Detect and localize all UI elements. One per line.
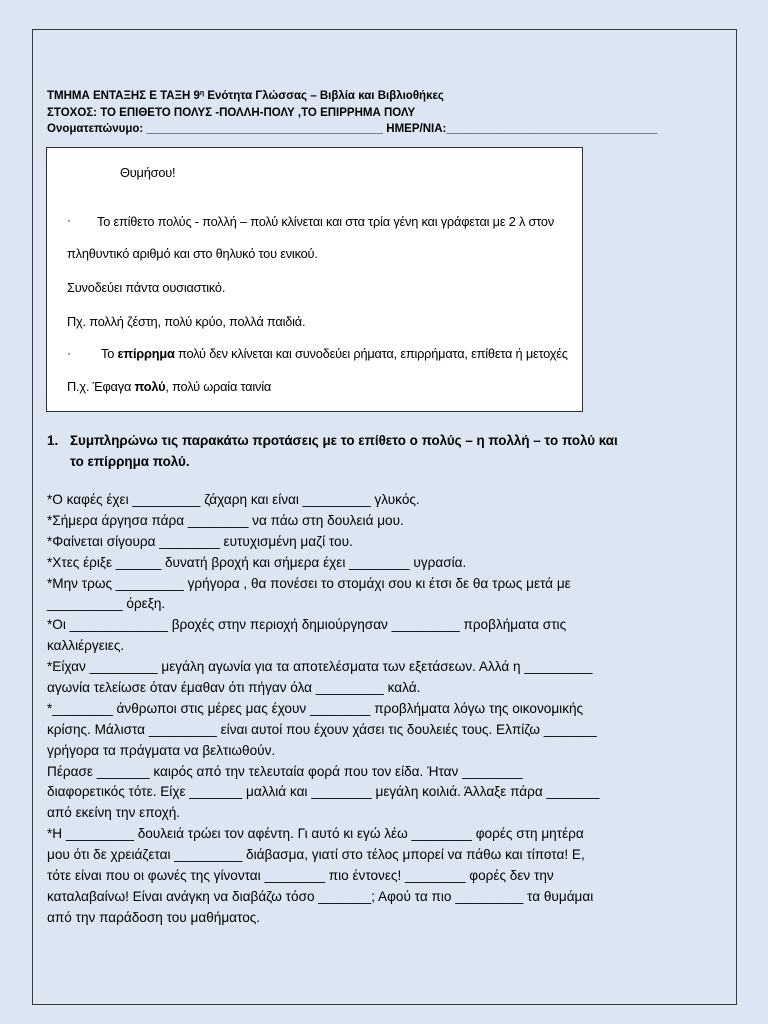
bullet-dot: · (67, 213, 71, 227)
sentence-line: *Φαίνεται σίγουρα ________ ευτυχισμένη μαζί του. (47, 533, 353, 549)
sentence-line: τότε είναι που οι φωνές της γίνονται ________ πιο έντονες! ________ φορές δεν την (47, 868, 554, 884)
sentence-line: καλλιέργειες. (47, 638, 125, 654)
goal-line: ΣΤΟΧΟΣ: ΤΟ ΕΠΙΘΕΤΟ ΠΟΛΥΣ -ΠΟΛΛΗ-ΠΟΛΥ ,ΤΟ ΕΠΙΡΡΗΜΑ ΠΟΛΥ (47, 106, 416, 119)
reminder-line: πληθυντικό αριθμό και στο θηλυκό του ενικού. (67, 246, 318, 261)
sentence-line: από την παράδοση του μαθήματος. (47, 909, 261, 925)
sentence-line: κρίσης. Μάλιστα _________ είναι αυτοί που έχουν χάσει τις δουλειές τους. Ελπίζω _______ (47, 721, 597, 737)
bullet-dot: · (67, 346, 71, 360)
name-date-line: Ονοματεπώνυμο: _____________________________________ ΗΜΕΡ/ΝΙΑ:_________________________________ (47, 123, 658, 135)
sentence-line: *Σήμερα άργησα πάρα ________ να πάω στη δουλειά μου. (47, 512, 404, 528)
reminder-title: Θυμήσου! (120, 165, 176, 180)
reminder-line: Πχ. πολλή ζέστη, πολύ κρύο, πολλά παιδιά. (67, 314, 306, 329)
sentence-line: μου ότι δε χρειάζεται _________ διάβασμα, γιατί στο τέλος μπορεί να πάθω και τίποτα! Ε, (47, 847, 585, 863)
exercise-number: 1. (47, 433, 59, 448)
sentence-line: *Είχαν _________ μεγάλη αγωνία για τα αποτελέσματα των εξετάσεων. Αλλά η _________ (47, 659, 593, 675)
sentence-line: από εκείνη την εποχή. (47, 805, 181, 821)
exercise-sentences (47, 490, 599, 929)
sentence-line: *Η _________ δουλειά τρώει τον αφέντη. Γι αυτό κι εγώ λέω ________ φορές στη μητέρα (47, 826, 584, 842)
sentence-line: *Μην τρως _________ γρήγορα , θα πονέσει το στομάχι σου κι έτσι δε θα τρως μετά με (47, 575, 571, 591)
sentence-line: καταλαβαίνω! Είναι ανάγκη να διαβάζω τόσο _______; Αφού τα πιο _________ τα θυμάμαι (47, 888, 594, 904)
sentence-line: *Χτες έριξε ______ δυνατή βροχή και σήμερα έχει ________ υγρασία. (47, 554, 467, 570)
reminder-line: Το επίρρημα πολύ δεν κλίνεται και συνοδεύει ρήματα, επιρρήματα, επίθετα ή μετοχές (101, 346, 568, 361)
reminder-line: Π.χ. Έφαγα πολύ, πολύ ωραία ταινία (67, 379, 272, 394)
exercise-instructions: Συμπληρώνω τις παρακάτω προτάσεις με το επίθετο ο πολύς – η πολλή – το πολύ και το επίρρημα πολύ. (70, 433, 618, 469)
sentence-line: __________ όρεξη. (47, 596, 166, 612)
sentence-line: διαφορετικός τότε. Είχε _______ μαλλιά και ________ μεγάλη κοιλιά. Άλλαξε πάρα _______ (47, 784, 600, 800)
sentence-line: γρήγορα τα πράγματα να βελτιωθούν. (47, 742, 276, 758)
reminder-line: Συνοδεύει πάντα ουσιαστικό. (67, 280, 226, 295)
sentence-line: *Οι _____________ βροχές στην περιοχή δημιούργησαν _________ προβλήματα στις (47, 617, 567, 633)
class-title: ΤΜΗΜΑ ΕΝΤΑΞΗΣ Ε ΤΑΞΗ $9^\eta$ Ενότητα Γλώσσας – Βιβλία και Βιβλιοθήκες (47, 90, 444, 102)
sentence-line: *Ο καφές έχει _________ ζάχαρη και είναι _________ γλυκός. (47, 492, 420, 507)
sentence-line: Πέρασε _______ καιρός από την τελευταία φορά που τον είδα. Ήταν ________ (47, 763, 523, 779)
sentence-line: *________ άνθρωποι στις μέρες μας έχουν ________ προβλήματα λόγω της οικονομικής (47, 700, 584, 716)
sentence-line: αγωνία τελείωσε όταν έμαθαν ότι πήγαν όλα _________ καλά. (47, 680, 421, 696)
reminder-box (46, 147, 583, 412)
reminder-line: Το επίθετο πολύς - πολλή – πολύ κλίνεται και στα τρία γένη και γράφεται με 2 λ στον (97, 214, 555, 229)
worksheet-header (47, 88, 657, 138)
